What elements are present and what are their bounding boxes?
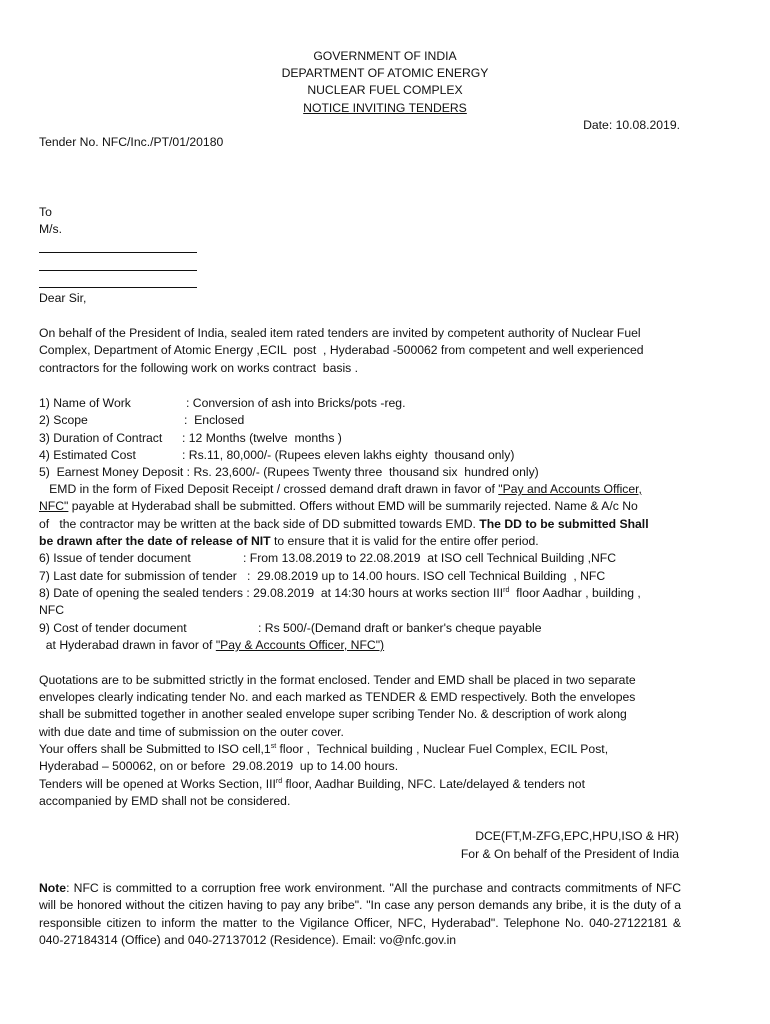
note-text: : NFC is committed to a corruption free work environment. "All the purchase and contracts commitments of NFC will be honored without the citizen having to pay any bribe". "In case any person demands any bribe, it is the duty of a responsible citizen to inform the matter to the Vigilance Officer, NFC, Hyderabad". Telephone No. 040-27122181 & 040-27184314 (Office) and 040-27137012 (Residence). Email: vo@nfc.gov.in [39, 881, 681, 948]
emd-dd-rule: The DD to be submitted Shall [479, 517, 649, 531]
item-9-label: 9) Cost of tender document [39, 621, 187, 635]
header-government: GOVERNMENT OF INDIA [313, 49, 457, 63]
quotations-line-8: accompanied by EMD shall not be considered. [39, 794, 291, 808]
emd-line-1: EMD in the form of Fixed Deposit Receipt / crossed demand draft drawn in favor of "Pay and Accounts Officer, [39, 482, 642, 496]
emd-payee-part-2: NFC" [39, 499, 69, 513]
quotations-line-5: Your offers shall be Submitted to ISO cell,1st floor , Technical building , Nuclear Fuel Complex, ECIL Post, [39, 742, 609, 756]
item-4-value: : Rs.11, 80,000/- (Rupees eleven lakhs eighty thousand only) [182, 448, 515, 462]
signature-behalf: For & On behalf of the President of India [460, 847, 679, 861]
vigilance-note [39, 880, 681, 950]
item-3-label: 3) Duration of Contract [39, 431, 163, 445]
quotations-line-2: envelopes clearly indicating tender No. and each marked as TENDER & EMD respectively. Both the envelopes [39, 690, 636, 704]
item-8: 8) Date of opening the sealed tenders : 29.08.2019 at 14:30 hours at works section IIIrd floor Aadhar , building , [39, 586, 641, 600]
header-complex: NUCLEAR FUEL COMPLEX [307, 83, 463, 97]
address-ms: M/s. [39, 222, 63, 236]
item-6-label: 6) Issue of tender document [39, 551, 191, 565]
item-2-value: : Enclosed [184, 413, 245, 427]
address-to: To [39, 205, 52, 219]
item-8-cont: NFC [39, 603, 65, 617]
address-blank-line-3 [39, 287, 197, 288]
note-label: Note [39, 881, 67, 895]
quotations-line-6: Hyderabad – 500062, on or before 29.08.2019 up to 14.00 hours. [39, 759, 399, 773]
emd-dd-rule-cont: be drawn after the date of release of NIT [39, 534, 271, 548]
intro-line-3: contractors for the following work on works contract basis . [39, 361, 359, 375]
quotations-line-3: shall be submitted together in another sealed envelope super scribing Tender No. & description of work along [39, 707, 627, 721]
address-blank-line-1 [39, 252, 197, 253]
item-6-value: : From 13.08.2019 to 22.08.2019 at ISO cell Technical Building ,NFC [243, 551, 617, 565]
quotations-line-7: Tenders will be opened at Works Section, IIIrd floor, Aadhar Building, NFC. Late/delayed & tenders not [39, 777, 585, 791]
item-3-value: : 12 Months (twelve months ) [182, 431, 342, 445]
item-1-value: : Conversion of ash into Bricks/pots -reg. [186, 396, 406, 410]
item-7: 7) Last date for submission of tender : 29.08.2019 up to 14.00 hours. ISO cell Technical Building , NFC [39, 569, 606, 583]
quotations-line-1: Quotations are to be submitted strictly in the format enclosed. Tender and EMD shall be placed in two separate [39, 673, 636, 687]
intro-line-1: On behalf of the President of India, sealed item rated tenders are invited by competent authority of Nuclear Fuel [39, 326, 641, 340]
emd-line-3: of the contractor may be written at the back side of DD submitted towards EMD. The DD to be submitted Shall [39, 517, 649, 531]
item-4-label: 4) Estimated Cost [39, 448, 136, 462]
header-department: DEPARTMENT OF ATOMIC ENERGY [281, 66, 489, 80]
item-1-label: 1) Name of Work [39, 396, 131, 410]
emd-line-2: NFC" payable at Hyderabad shall be submitted. Offers without EMD will be summarily rejected. Name & A/c No [39, 499, 638, 513]
item-9-cont: at Hyderabad drawn in favor of "Pay & Accounts Officer, NFC") [39, 638, 385, 652]
salutation: Dear Sir, [39, 291, 87, 305]
signature-title: DCE(FT,M-ZFG,EPC,HPU,ISO & HR) [475, 829, 679, 843]
notice-date: Date: 10.08.2019. [583, 118, 680, 132]
emd-payee-part-1: "Pay and Accounts Officer, [498, 482, 642, 496]
address-blank-line-2 [39, 270, 197, 271]
intro-line-2: Complex, Department of Atomic Energy ,ECIL post , Hyderabad -500062 from competent and well experienced [39, 343, 644, 357]
tender-number: Tender No. NFC/Inc./PT/01/20180 [39, 135, 224, 149]
header-notice-title: NOTICE INVITING TENDERS [303, 101, 467, 115]
emd-line-4: be drawn after the date of release of NIT to ensure that it is valid for the entire offer period. [39, 534, 539, 548]
item-2-label: 2) Scope [39, 413, 88, 427]
quotations-line-4: with due date and time of submission on the outer cover. [39, 725, 344, 739]
item-9-value: : Rs 500/-(Demand draft or banker's cheque payable [258, 621, 542, 635]
item-5: 5) Earnest Money Deposit : Rs. 23,600/- (Rupees Twenty three thousand six hundred only) [39, 465, 539, 479]
item-9-payee: "Pay & Accounts Officer, NFC") [215, 638, 385, 652]
